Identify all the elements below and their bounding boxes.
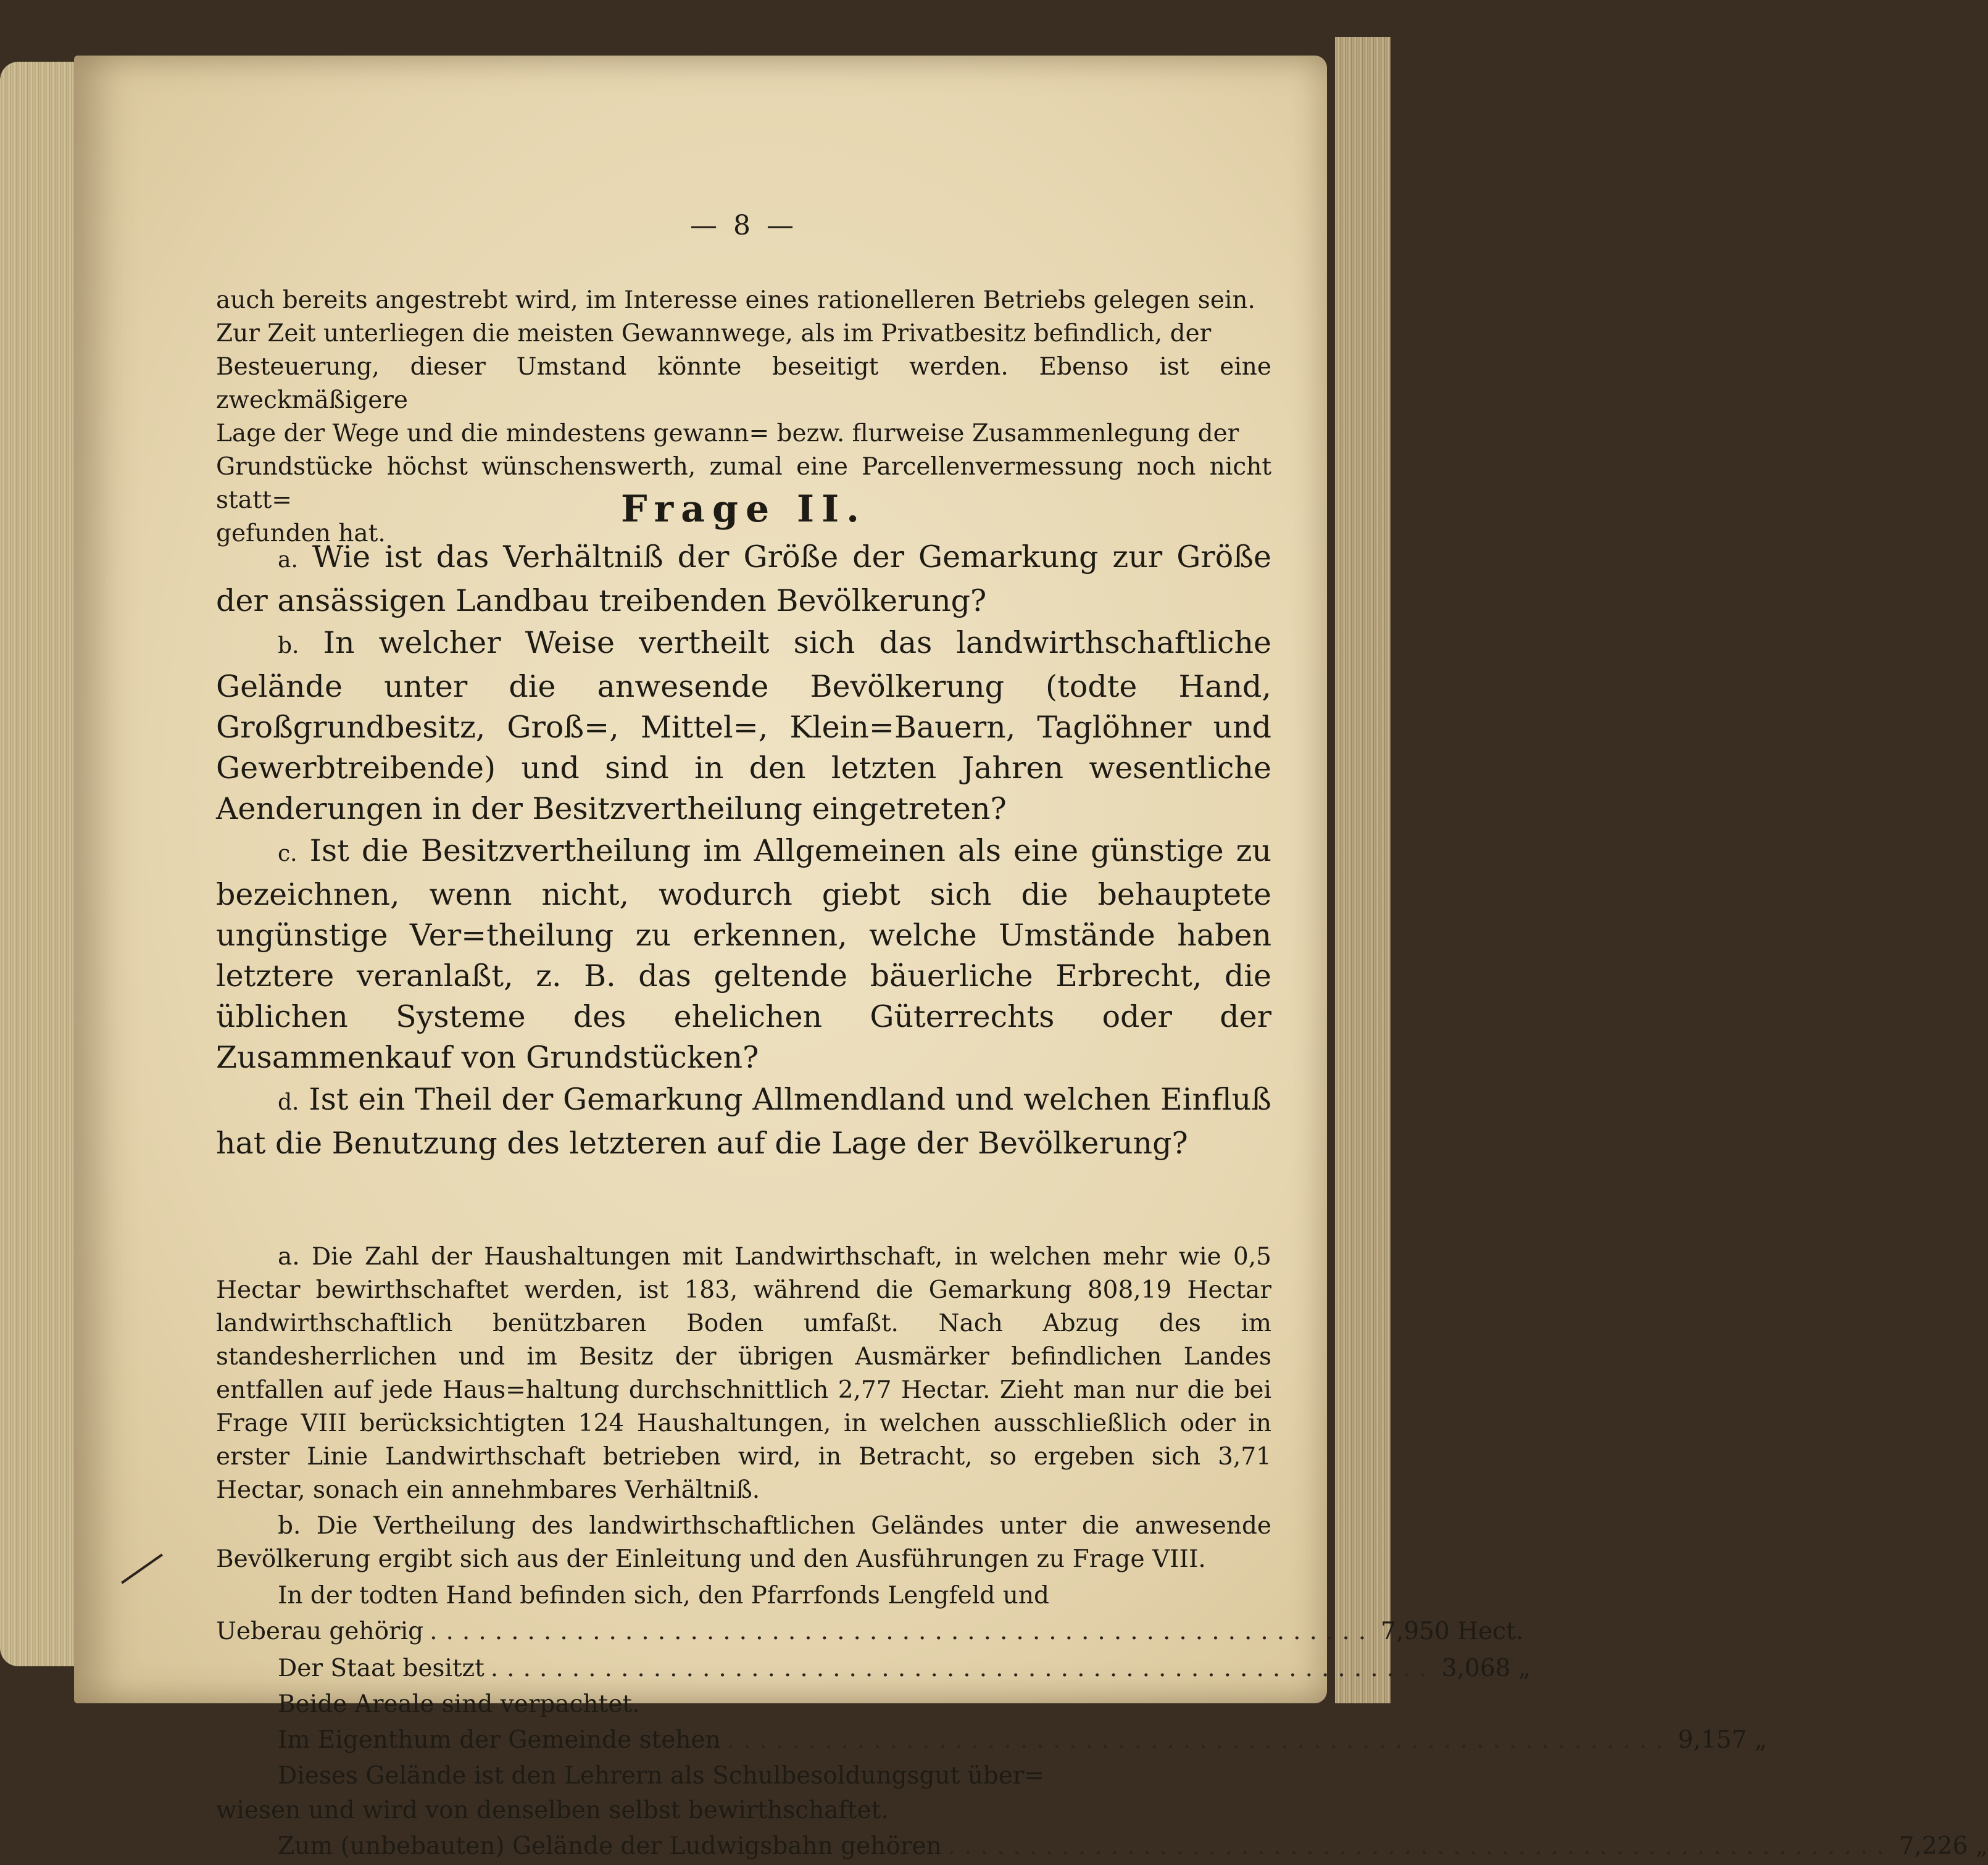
- answer-a: a. Die Zahl der Haushaltungen mit Landwirthschaft, in welchen mehr wie 0,5 Hectar bewirthschaftet werden, ist 183, während die Gemarkung 808,19 Hectar landwirthschaftlich benützbaren Boden umfaßt. Nach Abzug des im standesherrlichen und im Besitz der übrigen Ausmärker befindlichen Landes entfallen auf jede Haus=haltung durchschnittlich 2,77 Hectar. Zieht man nur die bei Frage VIII berücksichtigten 124 Haushaltungen, in welchen ausschließlich oder in erster Linie Landwirthschaft betrieben wird, in Betracht, so ergeben sich 3,71 Hectar, sonach ein annehmbares Verhältniß.: [216, 1243, 1271, 1504]
- intro-line: auch bereits angestrebt wird, im Interesse eines rationelleren Betriebs gelegen sein.: [216, 286, 1255, 314]
- book-page: [74, 56, 1988, 1860]
- lehrer-line: Dieses Gelände ist den Lehrern als Schulbesoldungsgut über=: [278, 1762, 1045, 1790]
- answer-b: b. Die Vertheilung des landwirthschaftlichen Geländes unter die anwesende Bevölkerung ergibt sich aus der Einleitung und den Ausführungen zu Frage VIII.: [216, 1512, 1271, 1573]
- question-c: c. Ist die Besitzvertheilung im Allgemeinen als eine günstige zu bezeichnen, wenn nicht, wodurch giebt sich die behauptete ungünstige Ver=theilung zu erkennen, welche Umstände haben letztere veranlaßt, z. B. das geltende bäuerliche Erbrecht, die üblichen Systeme des ehelichen Güterrechts oder der Zusammenkauf von Grundstücken?: [216, 833, 1272, 1075]
- land-row: Der Staat besitzt .......................................................... 3,068 „: [278, 1655, 1531, 1682]
- intro-line: Grundstücke höchst wünschenswerth, zumal eine Parcellenvermessung noch nicht statt=: [216, 453, 1271, 514]
- verpachtet-line: Beide Areale sind verpachtet.: [278, 1690, 640, 1718]
- question-a: a. Wie ist das Verhältniß der Größe der Gemarkung zur Größe der ansässigen Landbau treibenden Bevölkerung?: [216, 539, 1272, 618]
- land-row: Zum (unbebauten) Gelände der Ludwigsbahn gehören .......................................................... 7,226 „: [278, 1832, 1988, 1860]
- answers-block: [216, 1240, 1988, 1865]
- land-row: Ueberau gehörig .......................................................... 7,950 Hect.: [216, 1618, 1524, 1645]
- land-row: Im Eigenthum der Gemeinde stehen .......................................................... 9,157 „: [278, 1726, 1767, 1754]
- question-b: b. In welcher Weise vertheilt sich das landwirthschaftliche Gelände unter die anwesende Bevölkerung (todte Hand, Großgrundbesitz, Groß=, Mittel=, Klein=Bauern, Taglöhner und Gewerbtreibende) und sind in den letzten Jahren wesentliche Aenderungen in der Besitzvertheilung eingetreten?: [216, 625, 1272, 826]
- page-number: — 8 —: [690, 210, 797, 241]
- todte-hand-line: In der todten Hand befinden sich, den Pfarrfonds Lengfeld und: [278, 1582, 1049, 1610]
- lehrer-line: wiesen und wird von denselben selbst bewirthschaftet.: [216, 1796, 889, 1824]
- intro-line: gefunden hat.: [216, 520, 386, 547]
- intro-line: Besteuerung, dieser Umstand könnte beseitigt werden. Ebenso ist eine zweckmäßigere: [216, 353, 1271, 414]
- questions-block: [216, 537, 1271, 1165]
- intro-line: Zur Zeit unterliegen die meisten Gewannwege, als im Privatbesitz befindlich, der: [216, 320, 1212, 347]
- book-edge-right: [1335, 37, 1391, 1703]
- book-edge-left: [0, 62, 80, 1666]
- intro-line: Lage der Wege und die mindestens gewann= bezw. flurweise Zusammenlegung der: [216, 420, 1239, 447]
- question-d: d. Ist ein Theil der Gemarkung Allmendland und welchen Einfluß hat die Benutzung des letzteren auf die Lage der Bevölkerung?: [216, 1082, 1271, 1161]
- section-heading: Frage II.: [620, 488, 867, 531]
